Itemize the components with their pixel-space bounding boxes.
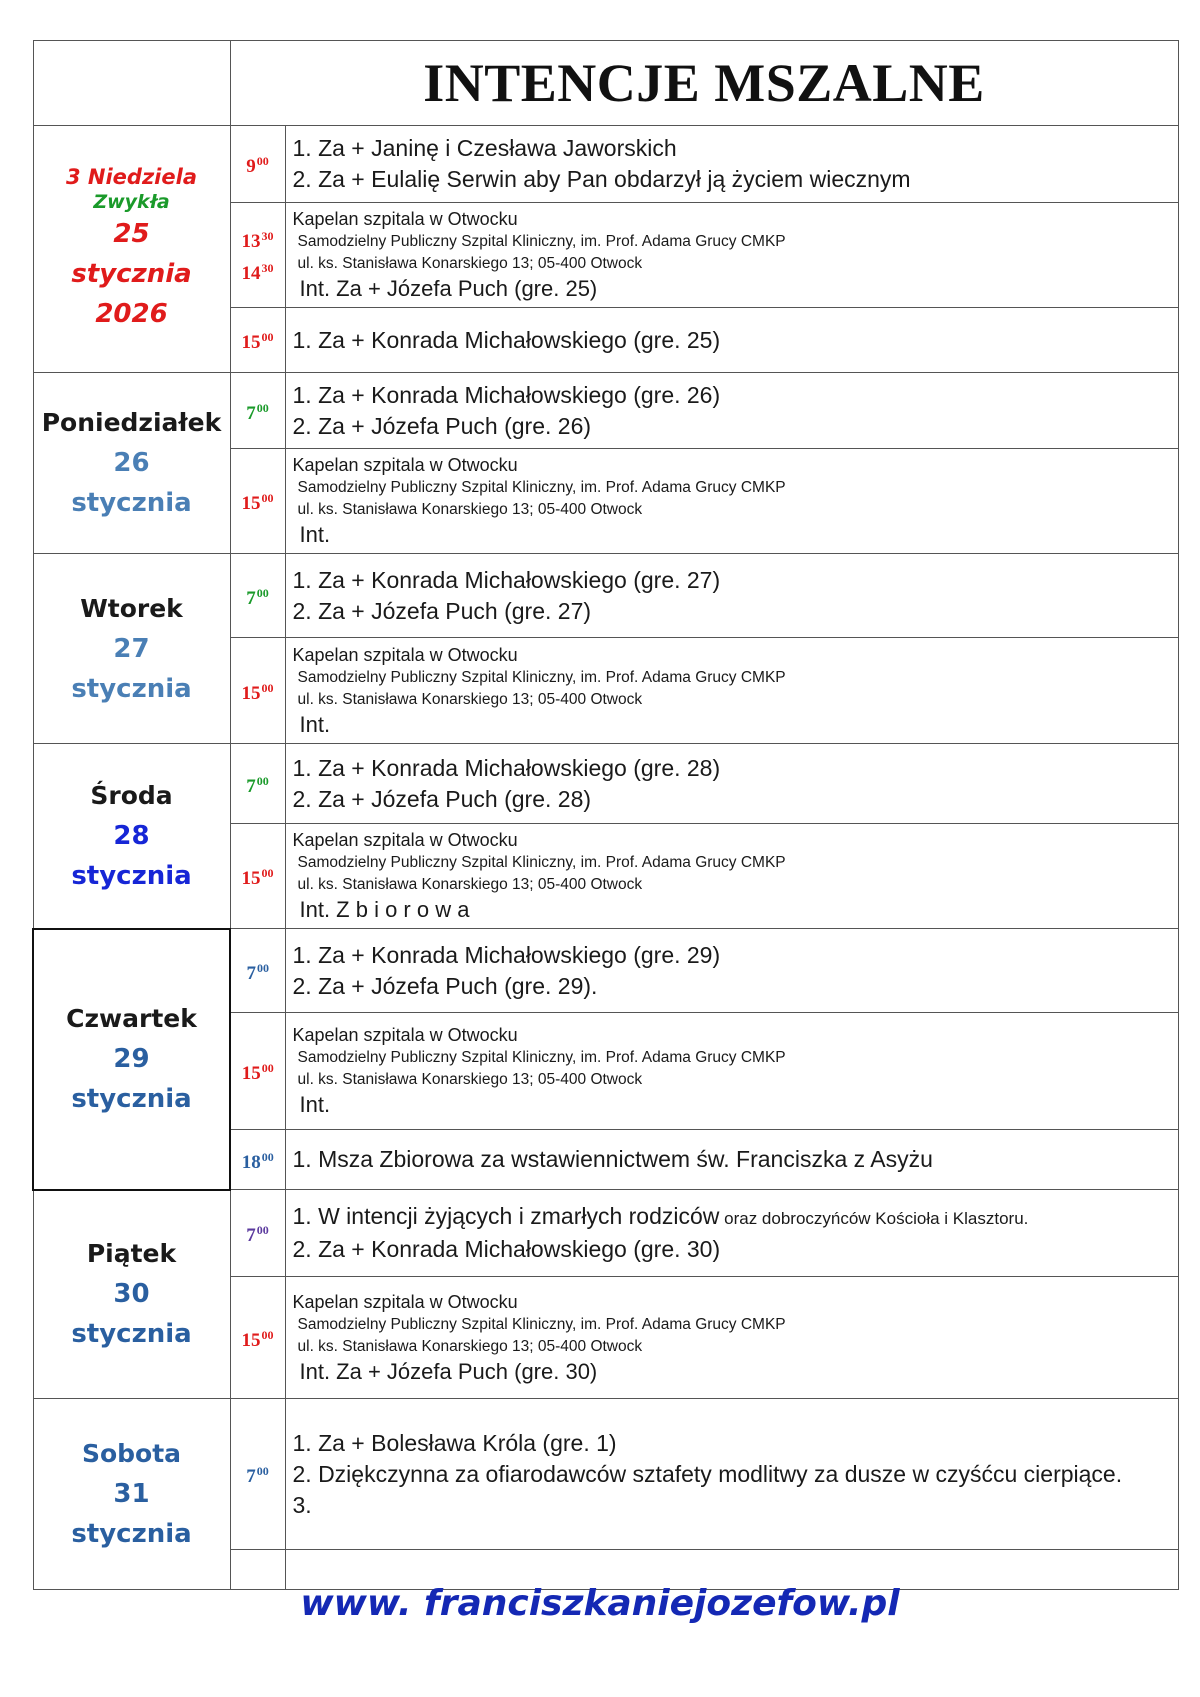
- intention-line: Int.: [299, 1092, 331, 1117]
- day-cell-monday: [33, 373, 230, 554]
- month-name: stycznia: [71, 673, 192, 704]
- header-row: [33, 41, 1178, 126]
- mass-time: $18^{00}$: [230, 1130, 285, 1190]
- day-number: 25: [113, 219, 150, 249]
- hospital-name: Samodzielny Publiczny Szpital Kliniczny, im. Prof. Adama Grucy CMKP: [297, 479, 786, 496]
- intention-cell: [285, 824, 1178, 929]
- intention-cell: [285, 373, 1178, 449]
- intention-line: 2. Za + Konrada Michałowskiego (gre. 30): [292, 1236, 721, 1262]
- mass-time: $7^{00}$: [230, 929, 285, 1013]
- mass-time: $15^{00}$: [230, 449, 285, 554]
- table-row: [33, 126, 1178, 203]
- intention-cell: [285, 449, 1178, 554]
- intention-line: 2. Za + Eulalię Serwin aby Pan obdarzył ją życiem wiecznym: [292, 166, 911, 192]
- mass-time: $7^{00}$: [230, 373, 285, 449]
- month-name: stycznia: [71, 860, 192, 891]
- day-cell-sunday: [33, 126, 230, 373]
- intention-line: Int.: [299, 522, 331, 547]
- day-name: Poniedziałek: [41, 408, 222, 437]
- day-number: 28: [113, 820, 150, 851]
- year: 2026: [95, 299, 168, 329]
- table-row: [33, 1399, 1178, 1550]
- chaplain-label: Kapelan szpitala w Otwocku: [292, 830, 518, 850]
- day-number: 26: [113, 448, 150, 478]
- mass-time: $15^{00}$: [230, 1013, 285, 1130]
- day-name: Środa: [90, 780, 173, 810]
- mass-time: $7^{00}$: [230, 1399, 285, 1550]
- intentions-sheet: [32, 40, 1177, 1580]
- intention-line: 1. Za + Bolesława Króla (gre. 1): [292, 1429, 617, 1456]
- intention-line: 1. Za + Konrada Michałowskiego (gre. 28): [292, 754, 721, 781]
- day-cell-saturday: [33, 1399, 230, 1590]
- intention-line: 2. Za + Józefa Puch (gre. 26): [292, 412, 592, 439]
- header-corner-cell: [33, 41, 230, 126]
- intention-line: 2. Za + Józefa Puch (gre. 29).: [292, 972, 598, 999]
- day-name: Wtorek: [80, 593, 183, 623]
- intention-cell: [285, 554, 1178, 638]
- page-title: INTENCJE MSZALNE: [230, 41, 1178, 126]
- sunday-label: 3 Niedziela: [65, 165, 197, 189]
- month-name: stycznia: [71, 1084, 192, 1114]
- mass-time: $15^{00}$: [230, 1277, 285, 1399]
- intention-line: [293, 1201, 1172, 1234]
- day-name: Piątek: [86, 1239, 177, 1269]
- intention-line: 1. Za + Konrada Michałowskiego (gre. 27): [292, 566, 721, 593]
- intention-line: Int.: [299, 711, 331, 737]
- hospital-address: ul. ks. Stanisława Konarskiego 13; 05-400 Otwock: [297, 876, 643, 893]
- table-row: [33, 744, 1178, 824]
- hospital-name: Samodzielny Publiczny Szpital Kliniczny, im. Prof. Adama Grucy CMKP: [297, 668, 786, 686]
- table-row: [33, 373, 1178, 449]
- intention-cell: [285, 1130, 1178, 1190]
- month-name: stycznia: [71, 488, 192, 518]
- intention-cell: [285, 126, 1178, 203]
- intention-cell: [285, 1399, 1178, 1550]
- mass-time: $7^{00}$: [230, 554, 285, 638]
- hospital-address: ul. ks. Stanisława Konarskiego 13; 05-400 Otwock: [297, 1337, 643, 1355]
- chaplain-label: Kapelan szpitala w Otwocku: [292, 1291, 518, 1312]
- chaplain-label: Kapelan szpitala w Otwocku: [292, 209, 518, 229]
- intention-line: 1. Msza Zbiorowa za wstawiennictwem św. Franciszka z Asyżu: [292, 1146, 933, 1172]
- intention-line: 1. Za + Konrada Michałowskiego (gre. 29): [292, 941, 721, 968]
- intention-cell: [285, 1277, 1178, 1399]
- day-number: 29: [113, 1044, 150, 1074]
- day-cell-tuesday: [33, 554, 230, 744]
- month-name: stycznia: [71, 259, 192, 289]
- intention-cell: [285, 929, 1178, 1013]
- hospital-address: ul. ks. Stanisława Konarskiego 13; 05-400 Otwock: [297, 1071, 643, 1088]
- chaplain-label: Kapelan szpitala w Otwocku: [292, 1025, 518, 1045]
- day-name: Sobota: [81, 1439, 182, 1468]
- intentions-table: [32, 40, 1179, 1590]
- sunday-sub-label: Zwykła: [93, 191, 170, 213]
- intention-cell: [285, 1190, 1178, 1277]
- month-name: stycznia: [71, 1319, 192, 1350]
- intention-line: 1. Za + Janinę i Czesława Jaworskich: [292, 135, 677, 161]
- intention-line: Int. Z b i o r o w a: [299, 897, 470, 922]
- intention-cell: [285, 744, 1178, 824]
- hospital-name: Samodzielny Publiczny Szpital Kliniczny, im. Prof. Adama Grucy CMKP: [297, 233, 786, 250]
- table-row: [33, 554, 1178, 638]
- hospital-address: ul. ks. Stanisława Konarskiego 13; 05-400 Otwock: [297, 255, 643, 272]
- month-name: stycznia: [71, 1519, 192, 1549]
- hospital-address: ul. ks. Stanisława Konarskiego 13; 05-400 Otwock: [297, 690, 643, 708]
- intention-line: 3.: [292, 1491, 312, 1518]
- day-number: 27: [113, 633, 150, 664]
- hospital-name: Samodzielny Publiczny Szpital Kliniczny, im. Prof. Adama Grucy CMKP: [297, 1315, 786, 1333]
- mass-time: $7^{00}$: [230, 1190, 285, 1277]
- hospital-name: Samodzielny Publiczny Szpital Kliniczny, im. Prof. Adama Grucy CMKP: [297, 854, 786, 871]
- mass-time: $15^{00}$: [230, 824, 285, 929]
- table-row: [33, 1190, 1178, 1277]
- mass-time: $13^{30}$ $14^{30}$: [230, 203, 285, 308]
- website-link[interactable]: www. franciszkaniejozefow.pl: [300, 1583, 900, 1624]
- day-number: 31: [113, 1479, 150, 1509]
- intention-cell: [285, 638, 1178, 744]
- day-cell-wednesday: [33, 744, 230, 929]
- intention-line: Int. Za + Józefa Puch (gre. 30): [299, 1358, 598, 1384]
- mass-time: $15^{00}$: [230, 638, 285, 744]
- day-cell-thursday: [33, 929, 230, 1190]
- intention-cell: [285, 1013, 1178, 1130]
- day-cell-friday: [33, 1190, 230, 1399]
- chaplain-label: Kapelan szpitala w Otwocku: [292, 644, 518, 665]
- intention-line: Int. Za + Józefa Puch (gre. 25): [299, 276, 598, 301]
- intention-line: 1. Za + Konrada Michałowskiego (gre. 26): [292, 381, 721, 408]
- intention-line: 2. Dziękczynna za ofiarodawców sztafety modlitwy za dusze w czyśćcu cierpiące.: [292, 1460, 1123, 1487]
- hospital-name: Samodzielny Publiczny Szpital Kliniczny, im. Prof. Adama Grucy CMKP: [297, 1049, 786, 1066]
- day-number: 30: [113, 1279, 150, 1310]
- hospital-address: ul. ks. Stanisława Konarskiego 13; 05-400 Otwock: [297, 501, 643, 518]
- intention-note: oraz dobroczyńców Kościoła i Klasztoru.: [719, 1209, 1029, 1228]
- chaplain-label: Kapelan szpitala w Otwocku: [292, 455, 518, 475]
- intention-line: 2. Za + Józefa Puch (gre. 28): [292, 785, 592, 812]
- day-name: Czwartek: [66, 1004, 197, 1033]
- intention-text: 1. W intencji żyjących i zmarłych rodziców: [292, 1203, 720, 1229]
- intention-line: 2. Za + Józefa Puch (gre. 27): [292, 597, 592, 624]
- mass-time: $15^{00}$: [230, 308, 285, 373]
- table-row: [33, 929, 1178, 1013]
- mass-time: $9^{00}$: [230, 126, 285, 203]
- intention-line: 1. Za + Konrada Michałowskiego (gre. 25): [292, 326, 721, 353]
- intention-cell: [285, 203, 1178, 308]
- mass-time: $7^{00}$: [230, 744, 285, 824]
- intention-cell: [285, 308, 1178, 373]
